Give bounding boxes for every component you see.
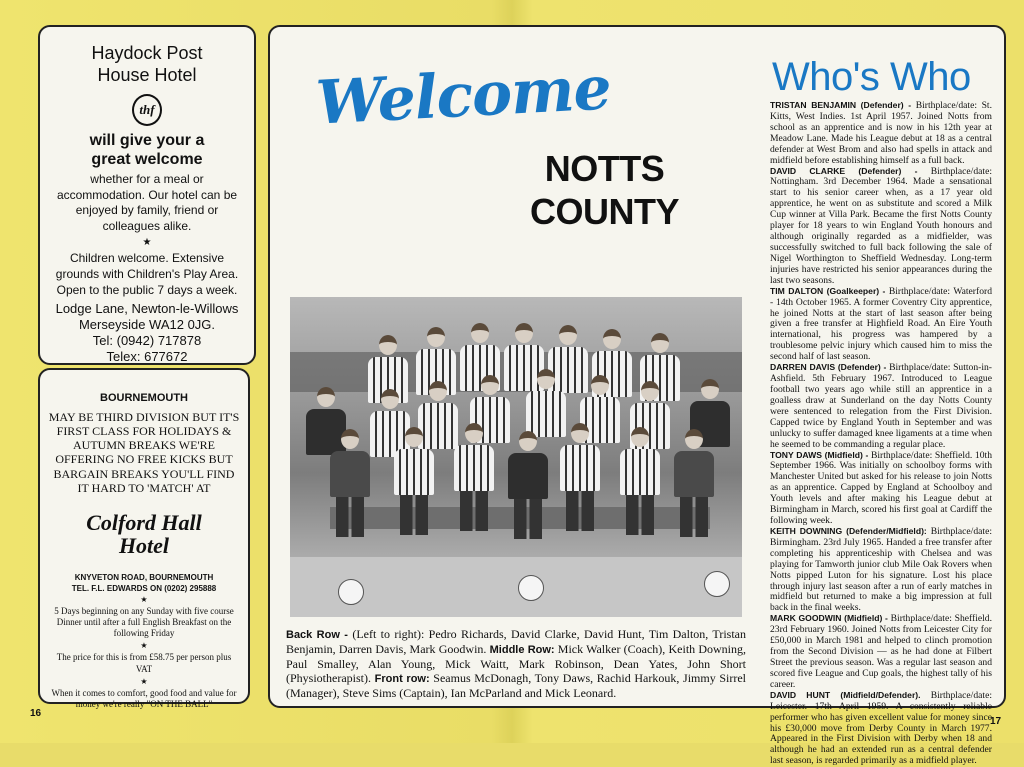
right-page xyxy=(268,25,1006,767)
thf-logo-icon: thf xyxy=(132,94,162,126)
page-number-right: 17 xyxy=(990,716,1002,727)
star-icon: ★ xyxy=(140,676,148,686)
whos-who-text xyxy=(770,101,992,767)
colford-hall-logo: Colford Hall Hotel xyxy=(86,509,202,559)
bournemouth-title: BOURNEMOUTH xyxy=(100,392,188,404)
haydock-address: Lodge Lane, Newton-le-Willows Merseyside WA12 0JG. Tel: (0942) 717878 Telex: 677672 xyxy=(55,301,239,364)
player-profile: TRISTAN BENJAMIN (Defender) - Birthplace/date: St. Kitts, West Indies. 1st April 1957. Joined Notts from school as an apprentice and is now in his 12th year at Meadow Lane. Made his League debut at 18 as a central defender at West Brom and also had spells in attack and midfield before establishing himself as a full back. xyxy=(770,100,992,166)
haydock-title: Haydock Post House Hotel xyxy=(91,43,203,85)
haydock-advert xyxy=(38,25,256,365)
team-name-heading: NOTTS COUNTY xyxy=(530,148,679,233)
page-number-left: 16 xyxy=(30,708,42,719)
bournemouth-contact: KNYVETON ROAD, BOURNEMOUTH TEL. F.L. EDWARDS ON (0202) 295888 xyxy=(71,573,217,593)
bournemouth-advert xyxy=(38,368,250,710)
player-profile: DAVID HUNT (Midfield/Defender). Birthplace/date: Leicester. 17th April 1959. A consistently reliable performer who has given excellent value for money since his £30,000 move from Derby County in March 1977. Appeared in the First Division with Derby when 18 and although he had an extended run as a central defender last season, is regarded primarily as a midfield player. xyxy=(770,689,992,767)
bournemouth-offer: MAY BE THIRD DIVISION BUT IT'S FIRST CLASS FOR HOLIDAYS & AUTUMN BREAKS WE'RE OFFERING NO FREE KICKS BUT BARGAIN BREAKS YOU'LL FIND IT HARD TO 'MATCH' AT xyxy=(48,410,240,495)
bournemouth-note-1: 5 Days beginning on any Sunday with five course Dinner until after a full English Breakfast on the following Friday xyxy=(54,605,234,639)
goalkeeper-figure xyxy=(330,429,370,537)
star-icon: ★ xyxy=(142,237,152,249)
player-profile: DAVID CLARKE (Defender) - Birthplace/date: Nottingham. 3rd December 1964. Made a sensational start to his senior career when, as a 17 year old apprentice, he went on as substitute and scored a Milk Cup winner at Villa Park. Became the first Notts County player for 18 years to win England Youth honours and although originally regarded as a midfielder, was successfully switched to full back following the sale of Nigel Worthington to Sheffield Wednesday. Long-term injuries have restricted his senior appearances during the last two seasons. xyxy=(770,165,992,286)
whos-who-heading: Who's Who xyxy=(772,55,971,99)
player-profile: TONY DAWS (Midfield) - Birthplace/date: Sheffield. 10th September 1966. Was initially on schoolboy forms with Manchester United but asked for his release to join Notts as an apprentice. Capped by England at Schoolboy and Youth levels and after making his League debut at Birmingham in March, scored his first goal at Cardiff the following week. xyxy=(770,449,992,527)
star-icon: ★ xyxy=(140,641,148,651)
haydock-headline: will give your a great welcome xyxy=(89,132,205,168)
player-profile: TIM DALTON (Goalkeeper) - Birthplace/date: Waterford - 14th October 1965. A former Coventry City apprentice, he joined Notts at the start of last season after being given a free transfer at Highfield Road. An Eire Youth international, his progress was hampered by a troublesome pelvic injury which caused him to miss the second half of last season. xyxy=(770,285,992,363)
haydock-text-1: whether for a meal or accommodation. Our hotel can be enjoyed by family, friend or colleagues alike. xyxy=(56,171,238,233)
bournemouth-note-3: When it comes to comfort, good food and value for money we're really "ON THE BALL" xyxy=(51,687,237,710)
player-figure xyxy=(620,427,660,535)
football-icon xyxy=(518,575,544,601)
star-icon: ★ xyxy=(140,594,148,604)
photo-caption: Back Row - (Left to right): Pedro Richards, David Clarke, David Hunt, Tim Dalton, Tristan Benjamin, Darren Davis, Mark Goodwin. Middle Row: Mick Walker (Coach), Keith Downing, Paul Smalley, Alan Young, Mick Waitt, Mark Robinson, Dean Yates, John Short (Physiotherapist). Front row: Seamus McDonagh, Tony Daws, Rachid Harkouk, Jimmy Sirrel (Manager), Steve Sims (Captain), Ian McParland and Mick Leonard. xyxy=(286,627,747,701)
football-icon xyxy=(338,579,364,605)
football-icon xyxy=(704,571,730,597)
bournemouth-note-2: The price for this is from £58.75 per person plus VAT xyxy=(56,652,232,674)
player-figure xyxy=(454,423,494,531)
player-figure xyxy=(560,423,600,531)
team-photo xyxy=(290,297,742,617)
haydock-text-2: Children welcome. Extensive grounds with Children's Play Area. Open to the public 7 days a week. xyxy=(55,251,239,297)
welcome-heading: Welcome xyxy=(314,53,613,139)
player-profile: KEITH DOWNING (Defender/Midfield): Birthplace/date: Birmingham. 23rd July 1965. Handed a free transfer after completing his apprenticeship with Chelsea and was playing for Tamworth junior club Mile Oak Rovers when Notts pipped Luton for his signature. Lost his place through injury last season after a run of early matches in midfield but returned to make a big impression at full back in the final weeks. xyxy=(770,525,992,614)
player-profile: MARK GOODWIN (Midfield) - Birthplace/date: Sheffield. 23rd February 1960. Joined Notts from Leicester City for £50,000 in March 1981 and helped to clinch promotion from the Second Division — as he had done at Filbert Street the previous season. Was a regular last season and scored five League and Cup goals, the highest tally of his career. xyxy=(770,613,993,690)
player-figure xyxy=(394,427,434,535)
player-profile: DARREN DAVIS (Defender) - Birthplace/date: Sutton-in-Ashfield. 5th February 1967. Introduced to League football two years ago while still an apprentice in a goalless draw at Sunderland on the day Notts County were sentenced to relegation from the First Division. Capped twice by England Youth in September and was unlucky to suffer damaged knee ligaments at a time when he seemed to be commanding a regular place. xyxy=(770,362,992,450)
goalkeeper-figure xyxy=(674,429,714,537)
manager-figure xyxy=(508,431,548,539)
